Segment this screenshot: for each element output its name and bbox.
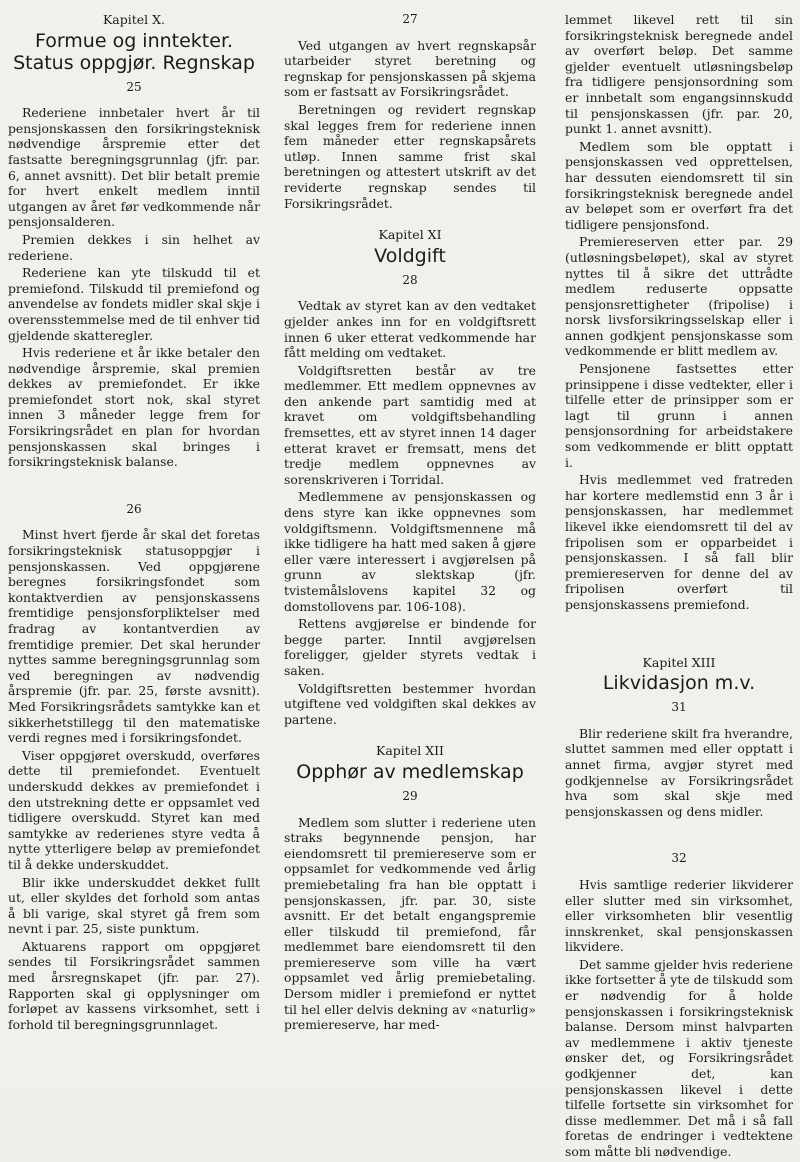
section-26-number: 26	[126, 501, 142, 516]
chapter-xii-title: Opphør av medlemskap	[296, 760, 524, 783]
column-right	[565, 12, 793, 1162]
section-29-number: 29	[402, 788, 418, 803]
section-29-continued: lemmet likevel rett til sin forsikringsteknisk beregnede andel av overført beløp. Det samme gjelder eventuelt utløsningsbeløp fra tidligere pensjonsordning som er innbetalt som engangsinnskudd til pensjonskassen (jfr. par. 20, punkt 1. annet avsnitt).	[565, 12, 793, 137]
section-25-number: 25	[126, 79, 142, 94]
chapter-xiii-title: Likvidasjon m.v.	[602, 672, 756, 695]
section-28-paragraph: Rettens avgjørelse er bindende for begge parter. Inntil avgjørelsen foreligger, gjelder styrets vedtak i saken.	[284, 616, 536, 678]
column-left	[8, 12, 260, 1034]
section-30-paragraph: Hvis medlemmet ved fratreden har kortere medlemstid enn 3 år i pensjonskassen, har medlemmet likevel ikke eiendomsrett til del av fripolisen som er opparbeidet i pensjonskassen. I så fall blir premiereserven for denne del av fripolisen overført til pensjonskassens premiefond.	[565, 472, 793, 612]
section-25-paragraph: Premien dekkes i sin helhet av rederiene.	[8, 231, 260, 263]
section-28-paragraph: Medlemmene av pensjonskassen og dens styre kan ikke oppnevnes som voldgiftsmenn. Voldgiftsmennene må ikke tidligere ha hatt med saken å gjøre eller være interessert i avgjørelsen på grunn av slektskap (jfr. tvistemålslovens kapitel 32 og domstollovens par. 106-108).	[284, 489, 536, 614]
chapter-xi-title: Voldgift	[374, 244, 446, 267]
section-30-paragraph: Premiereserven etter par. 29 (utløsningsbeløpet), skal av styret nyttes til å sikre det uttrådte medlem reduserte oppsatte pensjonsrettigheter (fripolise) i norsk livsforsikringsselskap eller i annen godkjent pensjonskasse som vedkommende er blitt medlem av.	[565, 234, 793, 359]
section-25-paragraph: Rederiene innbetaler hvert år til pensjonskassen den forsikringsteknisk nødvendige årspremie etter det fastsatte beregningsgrunnlag (jfr. par. 6, annet avsnitt). Det blir betalt premie for hvert enkelt medlem inntil utgangen av året før vedkommende når pensjonsalderen.	[8, 105, 260, 230]
chapter-xi-label: Kapitel XI	[378, 227, 442, 243]
section-28-paragraph: Voldgiftsretten bestemmer hvordan utgiftene ved voldgiften skal dekkes av partene.	[284, 680, 536, 727]
section-26-paragraph: Viser oppgjøret overskudd, overføres dette til premiefondet. Eventuelt underskudd dekkes av premiefondet i den utstrekning dette er oppsamlet ved tidligere overskudd. Styret kan med samtykke av rederienes styre vedta å nytte ytterligere beløp av premiefondet til å dekke underskuddet.	[8, 747, 260, 872]
section-31-number: 31	[671, 700, 687, 715]
chapter-x-title: Formue og inntekter. Status oppgjør. Regnskap	[13, 29, 255, 74]
column-middle	[284, 12, 536, 1035]
section-28-paragraph: Voldgiftsretten består av tre medlemmer. Ett medlem oppnevnes av den ankende part samtidig med at kravet om voldgiftsbehandling fremsettes, ett av styret innen 14 dager etterat kravet er fremsatt, mens det tredje medlem oppnevnes av sorenskriveren i Torridal.	[284, 362, 536, 487]
section-28-paragraph: Vedtak av styret kan av den vedtaket gjelder ankes inn for en voldgiftsrett innen 6 uker etterat vedkommende har fått melding om vedtaket.	[284, 298, 536, 361]
section-26-paragraph: Aktuarens rapport om oppgjøret sendes til Forsikringsrådet sammen med årsregnskapet (jfr. par. 27). Rapporten skal gi opplysninger om forløpet av kassens virksomhet, sett i forhold til beregningsgrunnlaget.	[8, 938, 260, 1032]
section-29-continued: Medlem som ble opptatt i pensjonskassen ved opprettelsen, har dessuten eiendomsrett til sin forsikringsteknisk beregnede andel av beløpet som er overført fra det tidligere pensjonsfond.	[565, 138, 793, 232]
section-32-paragraph: Det samme gjelder hvis rederiene ikke fortsetter å yte de tilskudd som er nødvendig for å holde pensjonskassen i forsikringsteknisk balanse. Dersom minst halvparten av medlemmene i aktiv tjeneste ønsker det, og Forsikringsrådet godkjenner det, kan pensjonskassen likevel i dette tilfelle fortsette sin virksomhet for disse medlemmer. Det må i så fall foretas de endringer i vedtektene som måtte bli nødvendige.	[565, 956, 793, 1159]
section-25-paragraph: Hvis rederiene et år ikke betaler den nødvendige årspremie, skal premien dekkes av premiefondet. Er ikke premiefondet stort nok, skal styret innen 3 måneder legge frem for Forsikringsrådet en plan for hvordan pensjonskassen skal bringes i forsikringsteknisk balanse.	[8, 345, 260, 470]
section-28-number: 28	[402, 272, 418, 287]
section-29-paragraph: Medlem som slutter i rederiene uten straks begynnende pensjon, har eiendomsrett til premiereserve som er oppsamlet for vedkommende ved årlig premiebetaling fra han ble opptatt i pensjonskassen, jfr. par. 30, siste avsnitt. Er det betalt engangspremie eller tilskudd til premiefond, får medlemmet bare eiendomsrett til den premiereserve som ville ha vært oppsamlet ved årlig premiebetaling. Dersom midler i premiefond er nyttet til hel eller delvis dekning av «naturlig» premiereserve, har med-	[284, 814, 536, 1033]
section-25-paragraph: Rederiene kan yte tilskudd til et premiefond. Tilskudd til premiefond og anvendelse av fondets midler skal skje i overensstemmelse med de til enhver tid gjeldende skatteregler.	[8, 265, 260, 343]
section-27-number: 27	[402, 12, 418, 26]
section-27-paragraph: Ved utgangen av hvert regnskapsår utarbeider styret beretning og regnskap for pensjonskassen på skjema som er fastsatt av Forsikringsrådet.	[284, 37, 536, 100]
section-27-paragraph: Beretningen og revidert regnskap skal legges frem for rederiene innen fem måneder etter regnskapsårets utløp. Innen samme frist skal beretningen og attestert utskrift av det reviderte regnskap sendes til Forsikringsrådet.	[284, 101, 536, 211]
section-26-paragraph: Minst hvert fjerde år skal det foretas forsikringsteknisk statusoppgjør i pensjonskassen. Ved oppgjørene beregnes forsikringsfondet som kontaktverdien av pensjonskassens fremtidige pensjonsforpliktelser med fradrag av kontantverdien av fremtidige premier. Det skal herunder nyttes samme beregningsgrunnlag som ved beregningen av nødvendig årspremie (jfr. par. 25, første avsnitt). Med Forsikringsrådets samtykke kan et sikkerhetstillegg til den matematiske verdi regnes med i forsikringsfondet.	[8, 527, 260, 746]
chapter-xiii-label: Kapitel XIII	[642, 654, 716, 670]
chapter-xii-label: Kapitel XII	[376, 743, 444, 759]
section-32-paragraph: Hvis samtlige rederier likviderer eller slutter med sin virksomhet, eller virksomheten blir vesentlig innskrenket, skal pensjonskassen likvidere.	[565, 876, 793, 955]
section-26-paragraph: Blir ikke underskuddet dekket fullt ut, eller skyldes det forhold som antas å bli varige, skal styret gå frem som nevnt i par. 25, siste punktum.	[8, 874, 260, 937]
section-30-paragraph: Pensjonene fastsettes etter prinsippene i disse vedtekter, eller i tilfelle etter de prinsipper som er lagt til grunn i annen pensjonsordning for arbeidstakere som vedkommende er blitt opptatt i.	[565, 361, 793, 470]
section-32-number: 32	[671, 851, 687, 866]
section-31-paragraph: Blir rederiene skilt fra hverandre, sluttet sammen med eller opptatt i annet firma, avgjør styret med godkjennelse av Forsikringsrådet hva som skal skje med pensjonskassen og dens midler.	[565, 725, 793, 819]
chapter-x-label: Kapitel X.	[102, 12, 166, 27]
